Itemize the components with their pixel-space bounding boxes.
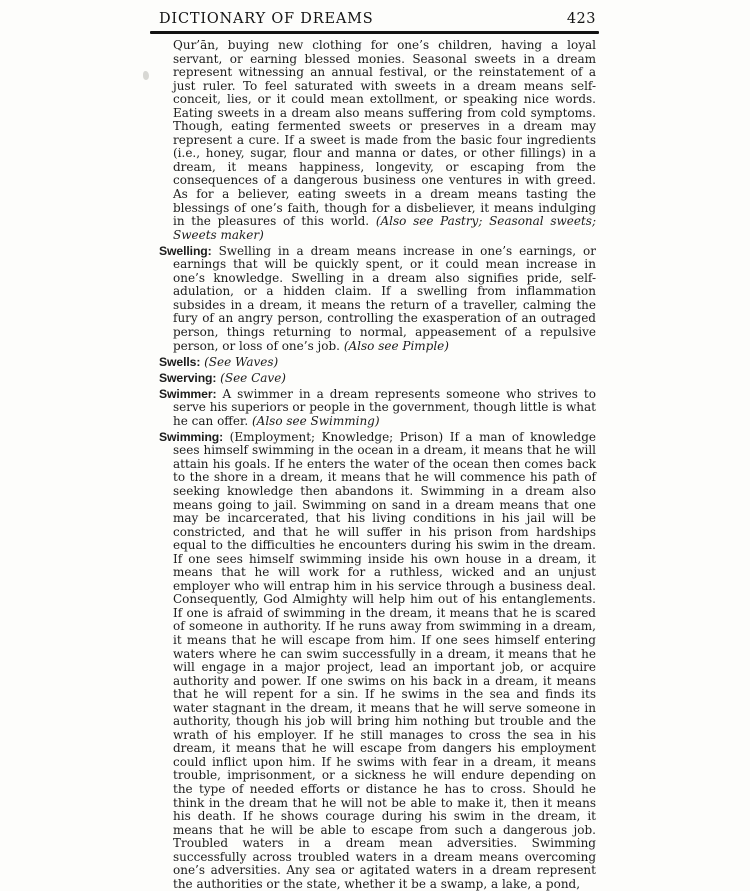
- entry-crossref: (Also see Swimming): [251, 413, 380, 428]
- dictionary-entry: [159, 39, 596, 242]
- entries-container: [159, 39, 596, 891]
- page-title: DICTIONARY OF DREAMS: [159, 11, 374, 27]
- dictionary-entry: [159, 356, 596, 370]
- page-number: 423: [566, 11, 596, 27]
- running-head: [159, 11, 596, 27]
- dictionary-entry: [159, 388, 596, 429]
- scan-artifact: [143, 71, 149, 80]
- entry-body: (Employment; Knowledge; Prison) If a man of knowledge sees himself swimming in the ocean in a dream, it means that he will attain his goals. If he enters the water of the ocean then comes back to the shore in a dream, it means that he will commence his path of seeking knowledge then abandons it. Swimming in a dream also means going to jail. Swimming on sand in a dream means that one may be incarcerated, that his living conditions in his jail will be constricted, and that he will suffer in his prison from hardships equal to the difficulties he encounters during his swim in the dream. If one sees himself swimming inside his own house in a dream, it means that he will work for a ruthless, wicked and an unjust employer who will entrap him in his service through a business deal. Consequently, God Almighty will help him out of his entanglements. If one is afraid of swimming in the dream, it means that he is scared of someone in authority. If he runs away from swimming in a dream, it means that he will escape from him. If one sees himself entering waters where he can swim successfully in a dream, it means that he will engage in a major project, lead an important job, or acquire authority and power. If one swims on his back in a dream, it means that he will repent for a sin. If he swims in the sea and finds its water stagnant in the dream, it means that he will serve someone in authority, though his job will bring him nothing but trouble and the wrath of his employer. If he still manages to cross the sea in his dream, it means that he will escape from dangers his employment could inflict upon him. If he swims with fear in a dream, it means trouble, imprisonment, or a sickness he will endure depending on the type of needed efforts or distance he has to cross. Should he think in the dream that he will not be able to make it, then it means his death. If he shows courage during his swim in the dream, it means that he will be able to escape from such a dangerous job. Troubled waters in a dream mean adversities. Swimming successfully across troubled waters in a dream means overcoming one’s adversities. Any sea or agitated waters in a dream represent the authorities or the state, whether it be a swamp, a lake, a pond,: [173, 429, 596, 891]
- entry-crossref: (Also see Pastry; Seasonal sweets; Sweets maker): [173, 214, 596, 242]
- entry-headword: Swells:: [159, 354, 201, 369]
- header-rule: [150, 31, 599, 34]
- dictionary-entry: [159, 372, 596, 386]
- entry-body: Qur’ān, buying new clothing for one’s children, having a loyal servant, or earning blessed monies. Seasonal sweets in a dream represent witnessing an annual festival, or the reinstatement of a just ruler. To feel saturated with sweets in a dream means self-conceit, lies, or it could mean extollment, or speaking nice words. Eating sweets in a dream also means suffering from cold symptoms. Though, eating fermented sweets or preserves in a dream may represent a cure. If a sweet is made from the basic four ingredients (i.e., honey, sugar, flour and manna or dates, or other fillings) in a dream, it means happiness, longevity, or escaping from the consequences of a dangerous business one ventures in with greed. As for a believer, eating sweets in a dream means tasting the blessings of one’s faith, though for a disbeliever, it means indulging in the pleasures of this world.: [173, 38, 596, 229]
- dictionary-entry: [159, 245, 596, 353]
- entry-headword: Swerving:: [159, 370, 217, 385]
- entry-headword: Swimmer:: [159, 386, 217, 401]
- entry-body: Swelling in a dream means increase in one’s earnings, or earnings that will be quickly spent, or it could mean increase in one’s knowledge. Swelling in a dream also signifies pride, self-adulation, or a hidden claim. If a swelling from inflammation subsides in a dream, it means the return of a traveller, calming the fury of an angry person, controlling the exasperation of an outraged person, things returning to normal, appeasement of a repulsive person, or loss of one’s job.: [173, 243, 596, 353]
- entry-headword: Swelling:: [159, 243, 212, 258]
- entry-headword: Swimming:: [159, 429, 224, 444]
- entry-crossref: (Also see Pimple): [343, 338, 449, 353]
- entry-crossref: (See Waves): [204, 354, 279, 369]
- text-column: [159, 11, 596, 891]
- entry-body: A swimmer in a dream represents someone who strives to serve his superiors or people in the government, though little is what he can offer.: [173, 386, 596, 428]
- entry-crossref: (See Cave): [220, 370, 286, 385]
- dictionary-entry: [159, 431, 596, 891]
